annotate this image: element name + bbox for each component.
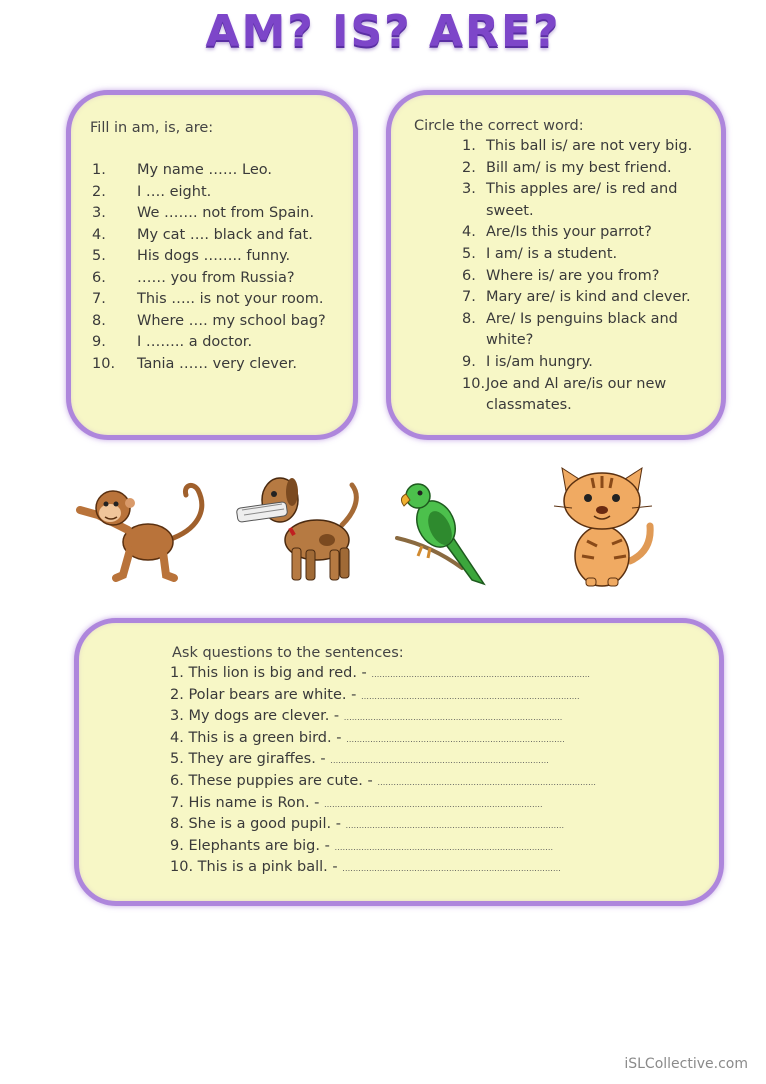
dog-icon [232, 470, 372, 590]
circle-word-item-text: Joe and Al are/is our new [486, 375, 667, 392]
question-number: 8. [170, 816, 189, 833]
question-sentence: They are giraffes. - [188, 751, 331, 768]
circle-word-item-text: Where is/ are you from? [486, 267, 660, 284]
circle-word-item-number: 3. [462, 181, 476, 198]
question-row [170, 708, 562, 724]
fill-in-item-text: I …. eight. [137, 183, 212, 200]
fill-in-item-text: My name …… Leo. [137, 162, 273, 178]
question-row [170, 773, 596, 789]
answer-line[interactable]: ………………………………………………………………………. [343, 713, 563, 723]
question-row [170, 730, 565, 746]
answer-line[interactable]: ………………………………………………………………………. [360, 691, 580, 701]
question-number: 5. [170, 751, 189, 768]
answer-line[interactable]: ………………………………………………………………………. [324, 799, 543, 809]
answer-line[interactable]: ………………………………………………………………………. [334, 842, 553, 852]
fill-in-item-number: 2. [92, 183, 106, 200]
circle-word-item-number: 9. [462, 354, 476, 370]
answer-line[interactable]: ………………………………………………………………………. [371, 670, 590, 679]
circle-word-item-number: 4. [462, 224, 476, 241]
circle-word-item-number: 5. [462, 246, 476, 262]
fill-in-item-number: 6. [92, 269, 106, 286]
fill-in-box [66, 90, 358, 440]
ask-questions-instruction: Ask questions to the sentences: [172, 645, 404, 661]
fill-in-item-number: 10. [92, 355, 116, 372]
fill-in-item-text: I …….. a doctor. [137, 334, 253, 350]
circle-word-item-number: 6. [462, 267, 476, 284]
answer-line[interactable]: ………………………………………………………………………. [345, 821, 565, 831]
fill-in-item-number: 4. [92, 226, 106, 243]
fill-in-item-number: 9. [92, 334, 106, 350]
circle-word-item-text: classmates. [486, 397, 572, 414]
fill-in-item-text: We ……. not from Spain. [137, 205, 315, 221]
circle-word-item-text: sweet. [486, 202, 534, 219]
site-watermark: iSLCollective.com [624, 1056, 748, 1072]
question-sentence: This is a green bird. - [188, 729, 347, 746]
question-row [170, 859, 561, 875]
question-number: 4. [170, 729, 189, 746]
fill-in-item-text: This ….. is not your room. [137, 291, 324, 307]
answer-line[interactable]: ………………………………………………………………………. [330, 756, 549, 766]
question-number: 7. [170, 794, 189, 811]
question-sentence: His name is Ron. - [188, 794, 325, 811]
fill-in-item-number: 8. [92, 312, 106, 329]
question-number: 1. [170, 665, 189, 681]
circle-word-item-number: 1. [462, 138, 476, 154]
fill-in-item-number: 7. [92, 291, 106, 307]
circle-word-item-number: 7. [462, 289, 476, 306]
fill-in-instruction: Fill in am, is, are: [90, 120, 214, 136]
answer-line[interactable]: ………………………………………………………………………. [377, 778, 596, 787]
question-number: 3. [170, 708, 189, 725]
fill-in-item-text: His dogs …….. funny. [137, 248, 291, 264]
question-row [170, 665, 590, 681]
circle-word-item-text: I am/ is a student. [486, 246, 618, 262]
question-sentence: This is a pink ball. - [197, 859, 343, 876]
answer-line[interactable]: ………………………………………………………………………. [346, 734, 565, 744]
fill-in-item-number: 3. [92, 205, 106, 221]
circle-word-instruction: Circle the correct word: [414, 118, 584, 134]
answer-line[interactable]: ………………………………………………………………………. [342, 864, 561, 874]
circle-word-item-number: 10. [462, 375, 486, 392]
question-row [170, 687, 580, 703]
question-sentence: My dogs are clever. - [188, 708, 344, 725]
question-number: 2. [170, 686, 189, 703]
fill-in-item-number: 1. [92, 162, 106, 178]
circle-word-item-text: This ball is/ are not very big. [486, 138, 693, 154]
circle-word-item-number: 8. [462, 310, 476, 327]
worksheet-title: AM? IS? ARE? [205, 6, 561, 57]
question-number: 9. [170, 837, 189, 854]
fill-in-item-text: Where …. my school bag? [137, 312, 326, 329]
circle-word-item-text: Bill am/ is my best friend. [486, 159, 672, 176]
fill-in-item-text: My cat …. black and fat. [137, 226, 313, 243]
cat-icon [552, 466, 657, 591]
circle-word-item-number: 2. [462, 159, 476, 176]
question-sentence: She is a good pupil. - [188, 816, 346, 833]
fill-in-item-text: …… you from Russia? [137, 269, 295, 286]
question-number: 6. [170, 773, 189, 789]
question-row [170, 751, 549, 767]
question-sentence: Polar bears are white. - [188, 686, 361, 703]
question-sentence: These puppies are cute. - [188, 773, 378, 789]
circle-word-item-text: Mary are/ is kind and clever. [486, 289, 691, 306]
question-sentence: This lion is big and red. - [188, 665, 372, 681]
fill-in-item-number: 5. [92, 248, 106, 264]
question-number: 10. [170, 859, 198, 876]
circle-word-item-text: white? [486, 332, 534, 349]
question-row [170, 816, 564, 832]
parrot-icon [392, 476, 492, 588]
circle-word-item-text: I is/am hungry. [486, 354, 593, 370]
circle-word-item-text: This apples are/ is red and [486, 181, 678, 198]
question-row [170, 838, 553, 854]
question-sentence: Elephants are big. - [188, 837, 335, 854]
circle-word-item-text: Are/ Is penguins black and [486, 310, 678, 327]
fill-in-item-text: Tania …… very clever. [137, 355, 297, 372]
question-row [170, 795, 543, 811]
circle-word-item-text: Are/Is this your parrot? [486, 224, 652, 241]
monkey-icon [68, 470, 213, 590]
